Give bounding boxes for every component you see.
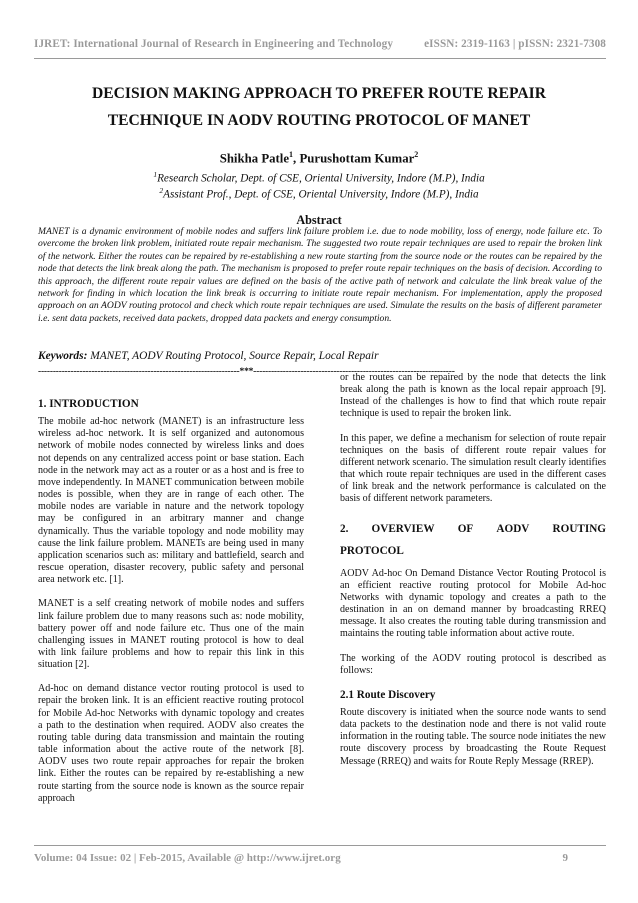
affiliation-1 <box>0 170 638 185</box>
intro-paragraph-1: The mobile ad-hoc network (MANET) is an infrastructure less wireless ad-hoc network. It is self organized and autonomous network of mobile nodes connected by wireless links and does not depends on any centralized access point or base station. Each node in the network may act as a router or as a host and is free to move independently. In MANET communication between mobile nodes is possible, when they are in range of each other. The mobile nodes are variable in nature and the network topology may be configured in an arbitrary manner and change dynamically. Thus the variable topology and node mobility may cause the link failure problem. MANETs are being used in many application scenarios such as: military and battlefield, search and rescue operation, disaster recovery, public safety and personal area network etc. [1]. <box>38 416 304 586</box>
section-2-heading <box>340 518 606 562</box>
s2-word-3: OF <box>457 522 474 535</box>
s2-word-5: ROUTING <box>552 522 606 535</box>
keywords-label: Keywords: <box>38 350 88 362</box>
s2-heading-line-2: PROTOCOL <box>340 544 404 557</box>
author-sep: , <box>293 151 300 166</box>
section-separator: --------------------------------------------------------------------***-------------------------------------------------------------------- <box>38 367 455 377</box>
intro-continued-2: In this paper, we define a mechanism for selection of route repair techniques on the basis of different route repair values for different network scenario. The simulation result clearly identifies that which route repair techniques are used in the different cases of link break and the network performance is calculated on the basis of different network parameters. <box>340 432 606 505</box>
footer-volume: Volume: 04 Issue: 02 | Feb-2015, Available @ http://www.ijret.org <box>34 852 341 864</box>
title-line-2: TECHNIQUE IN AODV ROUTING PROTOCOL OF MANET <box>107 112 531 129</box>
issn: eISSN: 2319-1163 | pISSN: 2321-7308 <box>424 38 606 50</box>
right-column <box>340 372 606 780</box>
intro-heading: 1. INTRODUCTION <box>38 398 139 410</box>
left-column <box>38 398 304 817</box>
journal-name: IJRET: International Journal of Research in Engineering and Technology <box>34 38 394 50</box>
section-2-1-paragraph-1: Route discovery is initiated when the source node wants to send data packets to the destination node and there is not valid route information in the routing table. The source node initiates the new route discovery process by broadcasting the Route Request Message (RREQ) and waits for Route Reply Message (RREP). <box>340 706 606 767</box>
author-2: Purushottam Kumar <box>299 151 415 166</box>
keywords-text: MANET, AODV Routing Protocol, Source Repair, Local Repair <box>87 350 379 362</box>
paper-title <box>20 80 618 134</box>
author-2-sup: 2 <box>414 150 419 159</box>
affiliation-2 <box>0 186 638 201</box>
section-2-1-heading: 2.1 Route Discovery <box>340 688 436 701</box>
header-rule <box>34 58 606 59</box>
keywords <box>38 350 602 362</box>
abstract-text: MANET is a dynamic environment of mobile nodes and suffers link failure problem i.e. due to node mobility, loss of energy, node failure etc. To overcome the broken link problem, initiated route repair mechanism. The suggested two route repair techniques are used to repair the broken link of the network. Either the routes can be repaired by re-establishing a new route starting from the source node or the routes can be repaired by the node that detects the link break along the path. The mechanism is proposed to prefer route repair techniques on the basis of decision. According to this approach, the different route repair values are defined on the basis of the active path of network and calculate the link break value of the network for finding in which location the link break is occurring to initiate route repair mechanism. For implementation, apply the proposed approach on an AODV routing protocol and check which route repair techniques are used. Simulate the results on the basis of different parameter i.e. sent data packets, received data packets, dropped data packets and energy consumption. <box>38 226 602 324</box>
author-1: Shikha Patle <box>219 151 290 166</box>
intro-continued-1: or the routes can be repaired by the node that detects the link break along the path is known as the local repair approach [9]. Instead of the challenges is how to find that which route repair technique is used to repair the broken link. <box>340 372 606 420</box>
running-header <box>34 38 606 52</box>
section-2-paragraph-1: AODV Ad-hoc On Demand Distance Vector Routing Protocol is an efficient reactive routing protocol for Mobile Ad-hoc Networks with dynamic topology and creates a path to the destination in an on demand manner by broadcasting RREQ message. It also creates the routing table during transmission and maintains the routing table information about active route. <box>340 567 606 640</box>
s2-word-1: 2. <box>340 522 349 535</box>
affiliation-2-sup: 2 <box>159 186 164 195</box>
authors <box>0 150 638 166</box>
intro-paragraph-2: MANET is a self creating network of mobile nodes and suffers link failure problem due to many reasons such as: node mobility, battery power off and node failure etc. Thus one of the main challenging issues in MANET routing protocol is how to deal with link failure problems and how to repair this link in this situation [2]. <box>38 598 304 671</box>
abstract-heading: Abstract <box>296 213 342 227</box>
intro-paragraph-3: Ad-hoc on demand distance vector routing protocol is used to repair the broken link. It is an efficient reactive routing protocol for Mobile Ad-hoc Networks with dynamic topology and creates a path to the destination when required. AODV also creates the routing table during data transmission and maintain the routing table information about the active route of the network [8]. AODV uses two route repair approaches for repair the broken link. Either the routes can be repaired by re-establishing a new route starting from the source node is known as the source repair approach <box>38 683 304 804</box>
page-number: 9 <box>562 852 568 864</box>
section-2-paragraph-2: The working of the AODV routing protocol is described as follows: <box>340 652 606 676</box>
author-1-sup: 1 <box>289 150 294 159</box>
s2-word-4: AODV <box>496 522 530 535</box>
affiliation-2-text: Assistant Prof., Dept. of CSE, Oriental University, Indore (M.P), India <box>163 188 479 201</box>
affiliation-1-text: Research Scholar, Dept. of CSE, Oriental University, Indore (M.P), India <box>157 172 485 185</box>
footer-rule <box>34 845 606 846</box>
s2-word-2: OVERVIEW <box>371 522 435 535</box>
affiliation-1-sup: 1 <box>153 170 158 179</box>
title-line-1: DECISION MAKING APPROACH TO PREFER ROUTE REPAIR <box>92 85 546 102</box>
